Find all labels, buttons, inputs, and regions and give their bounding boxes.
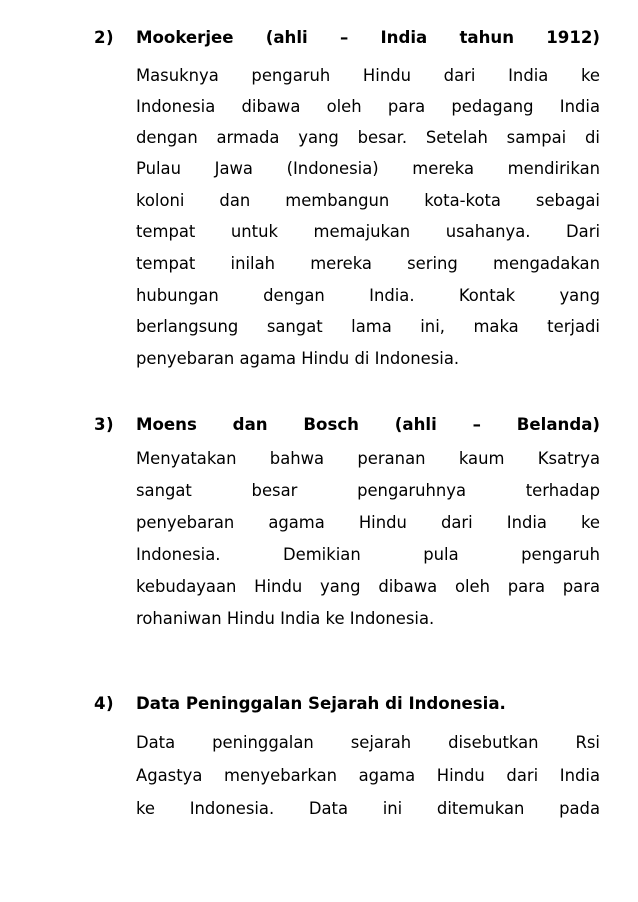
- item-heading: Moens dan Bosch (ahli – Belanda): [136, 415, 600, 434]
- text-line: ke Indonesia. Data ini ditemukan pada: [136, 799, 600, 818]
- text-line: kebudayaan Hindu yang dibawa oleh para para: [136, 577, 600, 596]
- text-line: berlangsung sangat lama ini, maka terjadi: [136, 317, 600, 336]
- text-line: sangat besar pengaruhnya terhadap: [136, 481, 600, 500]
- text-line: Masuknya pengaruh Hindu dari India ke: [136, 66, 600, 85]
- text-line: Data peninggalan sejarah disebutkan Rsi: [136, 733, 600, 752]
- item-number: 2): [94, 28, 114, 47]
- text-line: koloni dan membangun kota-kota sebagai: [136, 191, 600, 210]
- text-line: tempat inilah mereka sering mengadakan: [136, 254, 600, 273]
- item-heading: Mookerjee (ahli – India tahun 1912): [136, 28, 600, 47]
- text-line: dengan armada yang besar. Setelah sampai di: [136, 128, 600, 147]
- text-line: hubungan dengan India. Kontak yang: [136, 286, 600, 305]
- item-number: 4): [94, 694, 114, 713]
- text-line: penyebaran agama Hindu dari India ke: [136, 513, 600, 532]
- text-line: Indonesia. Demikian pula pengaruh: [136, 545, 600, 564]
- item-heading: Data Peninggalan Sejarah di Indonesia.: [136, 694, 506, 713]
- text-line: Agastya menyebarkan agama Hindu dari India: [136, 766, 600, 785]
- text-line: Pulau Jawa (Indonesia) mereka mendirikan: [136, 159, 600, 178]
- item-number: 3): [94, 415, 114, 434]
- text-line: penyebaran agama Hindu di Indonesia.: [136, 349, 460, 368]
- text-line: Indonesia dibawa oleh para pedagang India: [136, 97, 600, 116]
- text-line: Menyatakan bahwa peranan kaum Ksatrya: [136, 449, 600, 468]
- text-line: tempat untuk memajukan usahanya. Dari: [136, 222, 600, 241]
- text-line: rohaniwan Hindu India ke Indonesia.: [136, 609, 435, 628]
